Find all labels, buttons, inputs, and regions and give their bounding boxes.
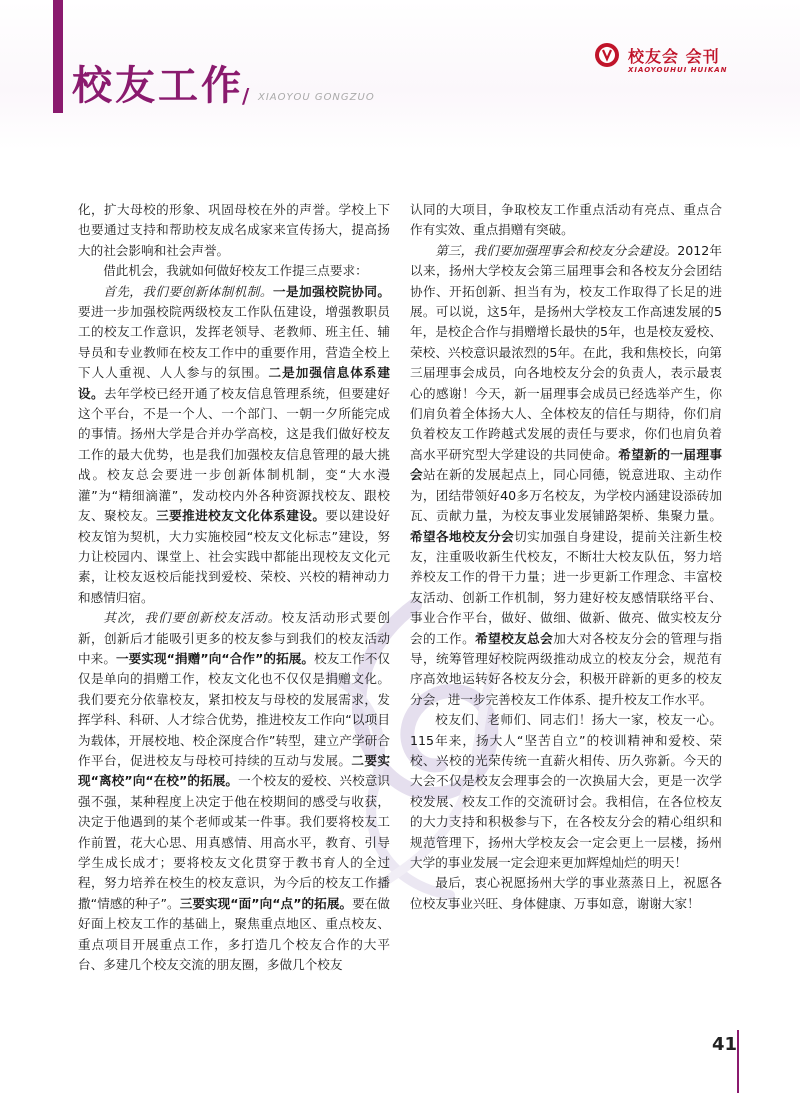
right-column xyxy=(410,200,722,914)
paragraph: 最后，衷心祝愿扬州大学的事业蒸蒸日上，祝愿各位校友事业兴旺、身体健康、万事如意，谢谢大家！ xyxy=(410,875,722,911)
page-number-rule xyxy=(737,1030,739,1093)
section-slash: / xyxy=(242,84,250,108)
paragraph: 首先，我们要创新体制机制。一是加强校院协同。要进一步加强校院两级校友工作队伍建设，增强教职员工的校友工作意识，发挥老领导、老教师、班主任、辅导员和专业教师在校友工作中的重要作用，营造全校上下人人重视、人人参与的氛围。二是加强信息体系建设。去年学校已经开通了校友信息管理系统，但要建好这个平台，不是一个人、一个部门、一朝一夕所能完成的事情。扬州大学是合并办学高校，这是我们做好校友工作的最大优势，也是我们加强校友信息管理的最大挑战。校友总会要进一步创新体制机制，变“大水漫灌”为“精细滴灌”，发动校内外各种资源找校友、跟校友、聚校友。三要推进校友文化体系建设。要以建设好校友馆为契机，大力实施校园“校友文化标志”建设，努力让校园内、课堂上、社会实践中都能出现校友文化元素，让校友返校后能找到爱校、荣校、兴校的精神动力和感情归宿。 xyxy=(78,283,391,605)
left-column xyxy=(78,200,390,975)
paragraph: 认同的大项目，争取校友工作重点活动有亮点、重点合作有实效、重点捐赠有突破。 xyxy=(410,202,722,238)
page-number: 41 xyxy=(712,1034,738,1055)
journal-title: 校友会 会刊 xyxy=(628,47,720,66)
paragraph: 借此机会，我就如何做好校友工作提三点要求： xyxy=(103,263,368,279)
section-pinyin: XIAOYOU GONGZUO xyxy=(258,92,375,103)
paragraph: 校友们、老师们、同志们！扬大一家，校友一心。115年来，扬大人“坚苦自立”的校训精神和爱校、荣校、兴校的光荣传统一直薪火相传、历久弥新。今天的大会不仅是校友会理事会的一次换届大会，更是一次学校发展、校友工作的交流研讨会。我相信，在各位校友的大力支持和积极参与下，在各校友分会的精心组织和规范管理下，扬州大学校友会一定会更上一层楼，扬州大学的事业发展一定会迎来更加辉煌灿烂的明天！ xyxy=(410,712,722,870)
section-title: 校友工作 xyxy=(72,63,244,109)
header-accent-bar xyxy=(53,0,63,113)
university-seal-icon xyxy=(594,42,620,68)
paragraph: 第三，我们要加强理事会和校友分会建设。2012年以来，扬州大学校友会第三届理事会和各校友分会团结协作、开拓创新、担当有为，校友工作取得了长足的进展。可以说，这5年，是扬州大学校友工作高速发展的5年，是校企合作与捐赠增长最快的5年，也是校友爱校、荣校、兴校意识最浓烈的5年。在此，我和焦校长，向第三届理事会成员，向各地校友分会的负责人，表示最衷心的感谢！今天，新一届理事会成员已经选举产生，你们肩负着全体扬大人、全体校友的信任与期待，你们肩负着校友工作跨越式发展的责任与要求，你们也肩负着高水平研究型大学建设的共同使命。希望新的一届理事会站在新的发展起点上，同心同德，锐意进取、主动作为，团结带领好40多万名校友，为学校内涵建设添砖加瓦、贡献力量，为校友事业发展铺路架桥、集聚力量。希望各地校友分会切实加强自身建设，提前关注新生校友，注重吸收新生代校友，不断壮大校友队伍，努力培养校友工作的骨干力量；进一步更新工作理念、丰富校友活动、创新工作机制，努力建好校友感情联络平台、事业合作平台，做好、做细、做新、做亮、做实校友分会的工作。希望校友总会加大对各校友分会的管理与指导，统筹管理好校院两级推动成立的校友分会，规范有序高效地运转好各校友分会，积极开辟新的更多的校友分会，进一步完善校友工作体系、提升校友工作水平。 xyxy=(410,242,723,707)
journal-pinyin: XIAOYOUHUI HUIKAN xyxy=(628,66,728,74)
paragraph: 其次，我们要创新校友活动。校友活动形式要创新，创新后才能吸引更多的校友参与到我们的校友活动中来。一要实现“捐赠”向“合作”的拓展。校友工作不仅仅是单向的捐赠工作，校友文化也不仅仅是捐赠文化。我们要充分依靠校友，紧扣校友与母校的发展需求，发挥学科、科研、人才综合优势，推进校友工作向“以项目为载体，开展校地、校企深度合作”转型，建立产学研合作平台，促进校友与母校可持续的互动与发展。二要实现“离校”向“在校”的拓展。一个校友的爱校、兴校意识强不强，某种程度上决定于他在校期间的感受与收获，决定于他遇到的某个老师或某一件事。我们要将校友工作前置，花大心思、用真感情、用高水平，教育、引导学生成长成才；要将校友文化贯穿于教书育人的全过程，努力培养在校生的校友意识，为今后的校友工作播撒“情感的种子”。三要实现“面”向“点”的拓展。要在做好面上校友工作的基础上，聚焦重点地区、重点校友、重点项目开展重点工作，多打造几个校友合作的大平台、多建几个校友交流的朋友圈，多做几个校友 xyxy=(78,610,391,973)
paragraph: 化，扩大母校的形象、巩固母校在外的声誉。学校上下也要通过支持和帮助校友成名成家来宣传扬大，提高扬大的社会影响和社会声誉。 xyxy=(78,202,390,258)
